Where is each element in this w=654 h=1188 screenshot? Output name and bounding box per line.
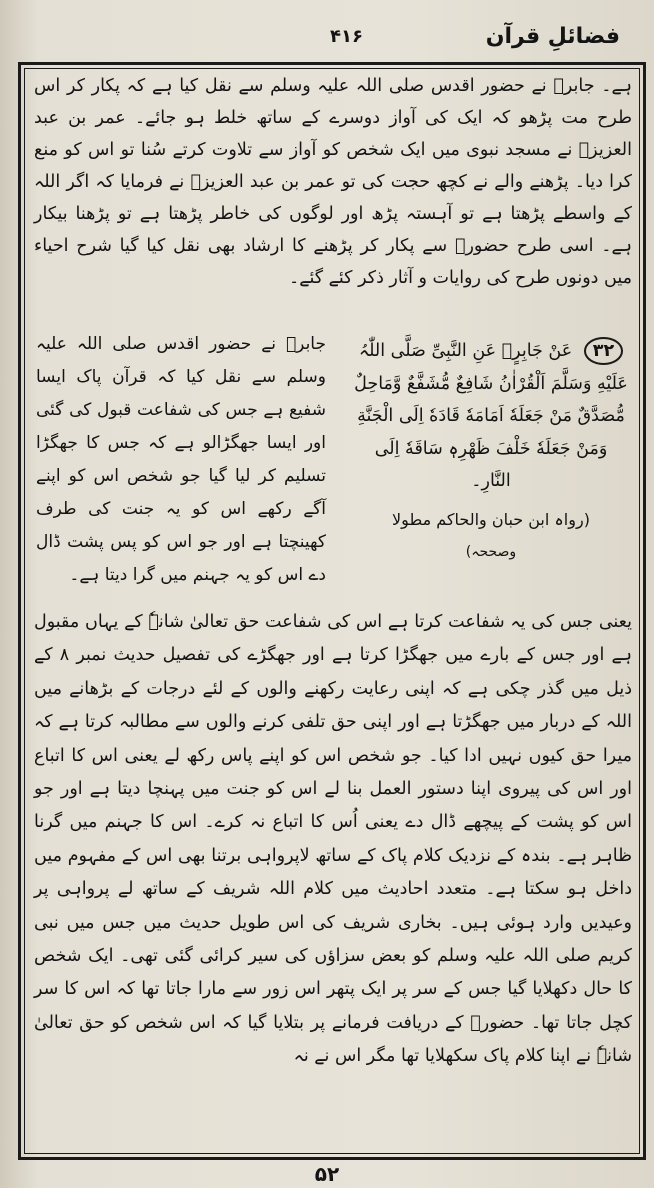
hadith-translation: جابرؓ نے حضور اقدس صلی اللہ علیہ وسلم سے نقل کیا کہ قرآن پاک ایسا شفیع ہے جس کی شفاعت قبول کی گئی اور ایسا جھگڑالو ہے کہ جس کا جھگڑا تسلیم کر لیا گیا جو شخص اس کو اپنے آگے رکھے اس کو یہ جنت کی طرف کھینچتا ہے اور جو اس کو پس پشت ڈال دے اس کو یہ جہنم میں گرا دیتا ہے۔ [36,334,326,585]
hadith-arabic-text: عَنْ جَابِرٍؓ عَنِ النَّبِیِّ صَلَّی اللّٰہُ عَلَیْهِ وَسَلَّمَ اَلْقُرْاٰنُ شَافِعٌ مُّشَفَّعٌ وَّمَاحِلٌ مُّصَدَّقٌ مَنْ جَعَلَهٗ اَمَامَهٗ قَادَهٗ اِلَی الْجَنَّةِ وَمَنْ جَعَلَهٗ خَلْفَ ظَهْرِهٖ سَاقَهٗ اِلَی النَّارِ۔ [354,341,628,491]
intro-paragraph: ہے۔ جابرؓ نے حضور اقدس صلی اللہ علیہ وسلم سے نقل کیا ہے کہ پکار کر اس طرح مت پڑھو کہ ایک کی آواز دوسرے کے ساتھ خلط ہو جائے۔ عمر بن عبد العزیزؒ نے مسجد نبوی میں ایک شخص کو آواز سے تلاوت کرتے سُنا تو اس کو منع کرا دیا۔ پڑھنے والے نے کچھ حجت کی تو عمر بن عبد العزیزؒ نے فرمایا کہ اگر اللہ کے واسطے پڑھتا ہے تو آہستہ پڑھ اور لوگوں کی خاطر پڑھتا ہے تو پڑھنا بیکار ہے۔ اسی طرح حضورؐ سے پکار کر پڑھنے کا ارشاد بھی نقل کیا گیا شرح احیاء میں دونوں طرح کی روایات و آثار ذکر کئے گئے۔ [34,76,632,288]
hadith-reference: (رواہ ابن حبان والحاکم مطولا [392,509,590,529]
book-title: فضائلِ قرآن [485,24,620,49]
page-number-bottom: ۵۲ [314,1162,340,1186]
hadith-reference-end: وصححہ) [465,544,517,560]
page-number-top: ۴۱۶ [330,26,363,47]
hadith-arabic-column [354,335,628,569]
hadith-number-badge: ۳۲ [584,337,623,365]
commentary-paragraph: یعنی جس کی یہ شفاعت کرتا ہے اس کی شفاعت حق تعالیٰ شانہٗ کے یہاں مقبول ہے اور جس کے بارے میں جھگڑا کرتا ہے اور جھگڑے کی تفصیل حدیث نمبر ۸ کے ذیل میں گذر چکی ہے کہ اپنی رعایت رکھنے والوں کے لئے درجات کے بڑھانے میں اللہ کے دربار میں جھگڑتا ہے اور اپنی حق تلفی کرنے والوں سے مطالبہ کرتا ہے کہ میرا حق کیوں نہیں ادا کیا۔ جو شخص اس کو اپنے پاس رکھ لے یعنی اس کا اتباع اور اس کی پیروی اپنا دستور العمل بنا لے اس کو جنت میں پہنچا دیتا ہے اور جو اس کو پشت کے پیچھے ڈال دے یعنی اُس کا اتباع نہ کرے۔ اس کا جہنم میں گرنا ظاہر ہے۔ بندہ کے نزدیک کلام پاک کے ساتھ لاپرواہی برتنا بھی اس کے مفہوم میں داخل ہو سکتا ہے۔ متعدد احادیث میں کلام اللہ شریف کے ساتھ لے پرواہی پر وعیدیں وارد ہوئی ہیں۔ بخاری شریف کی اس طویل حدیث میں جس میں نبی کریم صلی اللہ علیہ وسلم کو بعض سزاؤں کی سیر کرائی گئی تھی۔ ایک شخص کا حال دکھلایا گیا جس کے سر پر ایک پتھر اس زور سے مارا جاتا تھا کہ اس کا سر کچل جاتا تھا۔ حضورؐ کے دریافت فرمانے پر بتلایا گیا کہ اس شخص کو حق تعالیٰ شانہٗ نے اپنا کلام پاک سکھلایا تھا مگر اس نے نہ [34,612,632,1067]
page-header [20,22,634,58]
